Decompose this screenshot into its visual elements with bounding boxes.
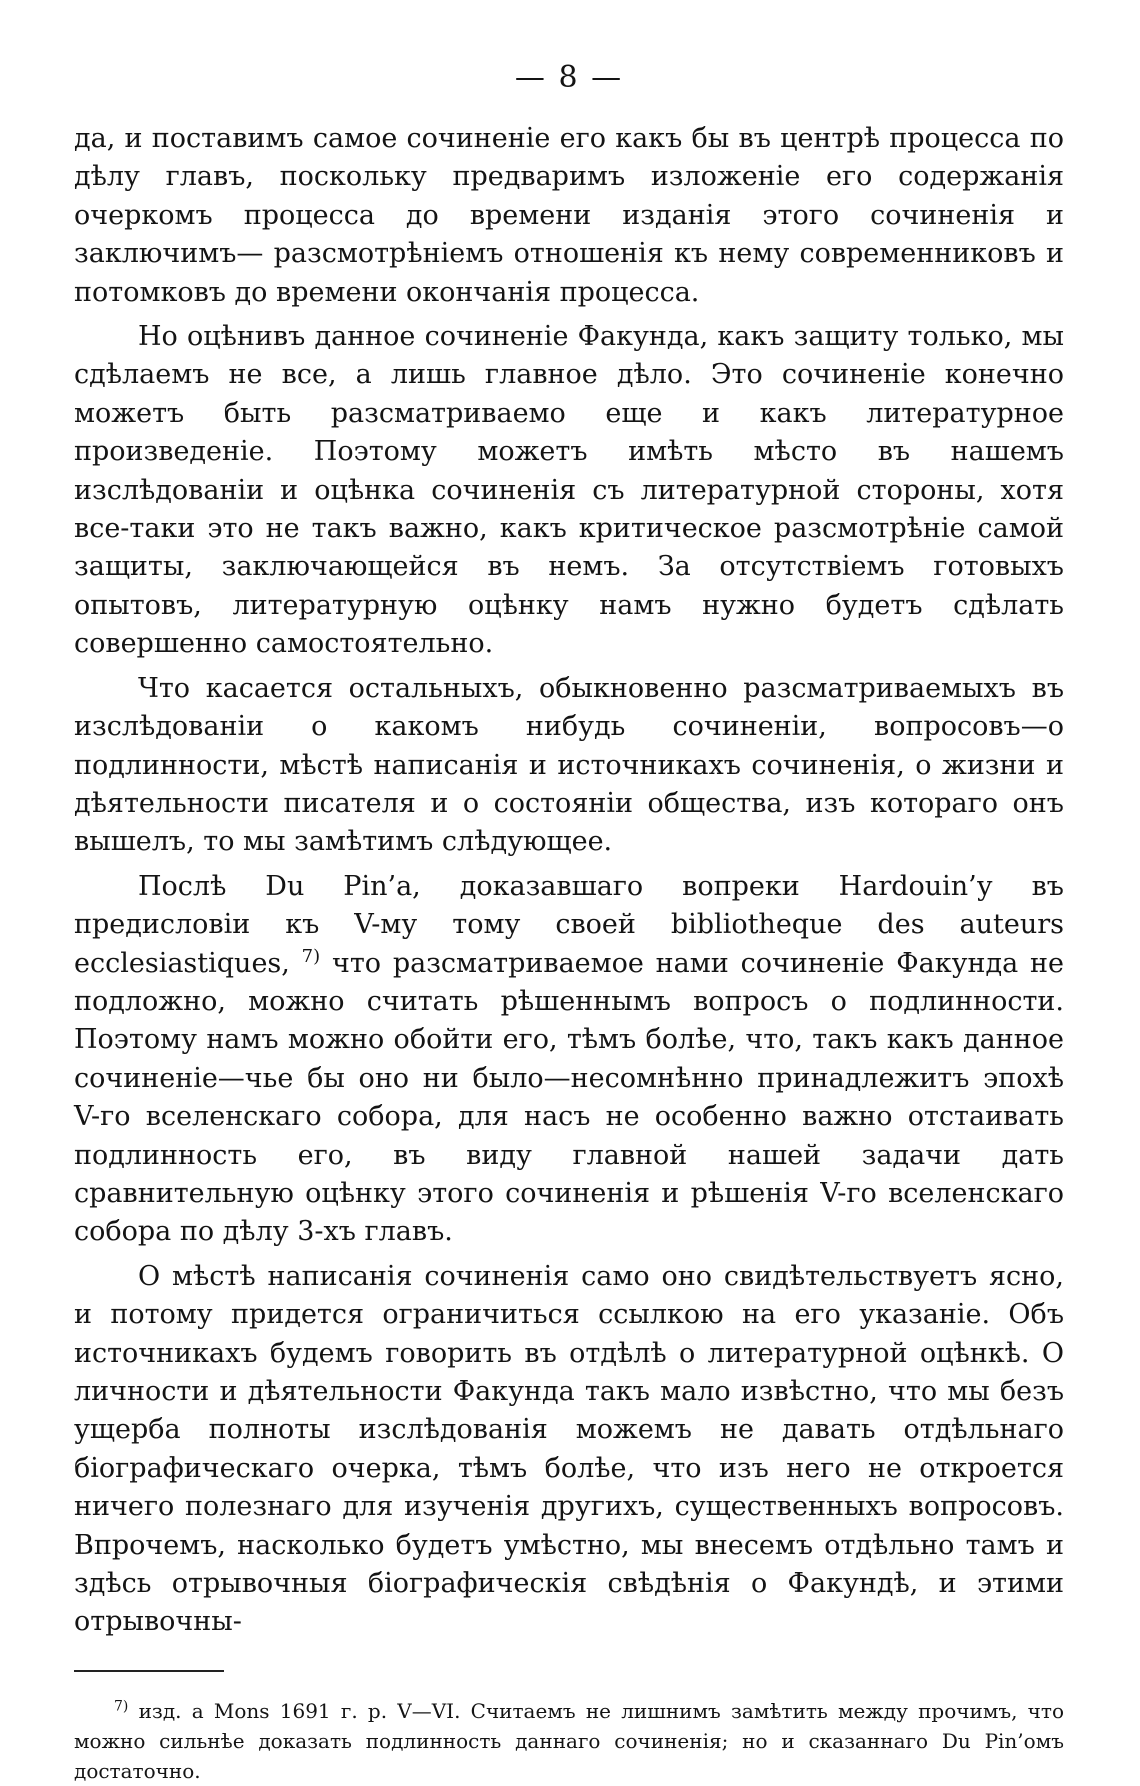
paragraph-4	[74, 868, 1064, 1252]
footnote-7	[74, 1696, 1064, 1786]
book-page	[74, 58, 1064, 1786]
footnote-text: изд. a Mons 1691 г. p. V—VI. Считаемъ не лишнимъ замѣтить между прочимъ, что можно сильнѣе доказать подлинность даннаго сочиненія; но и сказаннаго Du Pin’омъ достаточно.	[74, 1698, 1064, 1783]
paragraph-2: Но оцѣнивъ данное сочиненіе Факунда, какъ защиту только, мы сдѣлаемъ не все, а лишь главное дѣло. Это сочиненіе конечно можетъ быть разсматриваемо еще и какъ литературное произведеніе. Поэтому можетъ имѣть мѣсто въ нашемъ изслѣдованіи и оцѣнка сочиненія съ литературной стороны, хотя все-таки это не такъ важно, какъ критическое разсмотрѣніе самой защиты, заключающейся въ немъ. За отсутствіемъ готовыхъ опытовъ, литературную оцѣнку намъ нужно будетъ сдѣлать совершенно самостоятельно.	[74, 321, 1064, 660]
footnote-mark: 7)	[114, 1698, 129, 1715]
paragraph-4-end: что разсматриваемое нами сочиненіе Факунда не подложно, можно считать рѣшеннымъ вопросъ о подлинности. Поэтому намъ можно обойти его, тѣмъ болѣе, что, такъ какъ данное сочиненіе—чье бы оно ни было—несомнѣнно принадлежитъ эпохѣ V-го вселенскаго собора, для насъ не особенно важно отстаивать подлинность его, въ виду главной нашей задачи дать сравнительную оцѣнку этого сочиненія и рѣшенія V-го вселенскаго собора по дѣлу 3-хъ главъ.	[74, 947, 1064, 1248]
page-number: — 8 —	[514, 60, 624, 95]
footnote-reference: 7)	[301, 945, 321, 967]
footnote-divider	[74, 1670, 224, 1672]
paragraph-1: да, и поставимъ самое сочиненіе его какъ бы въ центрѣ процесса по дѣлу главъ, поскольку предваримъ изложеніе его содержанія очеркомъ процесса до времени изданія этого сочиненія и заключимъ— разсмотрѣніемъ отношенія къ нему современниковъ и потомковъ до времени окончанія процесса.	[74, 123, 1064, 308]
paragraph-5: О мѣстѣ написанія сочиненія само оно свидѣтельствуетъ ясно, и потому придется ограничиться ссылкою на его указаніе. Объ источникахъ будемъ говорить въ отдѣлѣ о литературной оцѣнкѣ. О личности и дѣятельности Факунда такъ мало извѣстно, что мы безъ ущерба полноты изслѣдованія можемъ не давать отдѣльнаго біографическаго очерка, тѣмъ болѣе, что изъ него не откроется ничего полезнаго для изученія другихъ, существенныхъ вопросовъ. Впрочемъ, насколько будетъ умѣстно, мы внесемъ отдѣльно тамъ и здѣсь отрывочныя біографическія свѣдѣнія о Факундѣ, и этими отрывочны-	[74, 1260, 1064, 1638]
paragraph-4-start: Послѣ Du Pin’a, доказавшаго вопреки Hardouin’у въ предисловіи къ V-му тому своей bibliotheque des auteurs ecclesiastiques,	[74, 870, 1064, 979]
paragraph-3: Что касается остальныхъ, обыкновенно разсматриваемыхъ въ изслѣдованіи о какомъ нибудь сочиненіи, вопросовъ—о подлинности, мѣстѣ написанія и источникахъ сочиненія, о жизни и дѣятельности писателя и о состояніи общества, изъ котораго онъ вышелъ, то мы замѣтимъ слѣдующее.	[74, 672, 1064, 858]
